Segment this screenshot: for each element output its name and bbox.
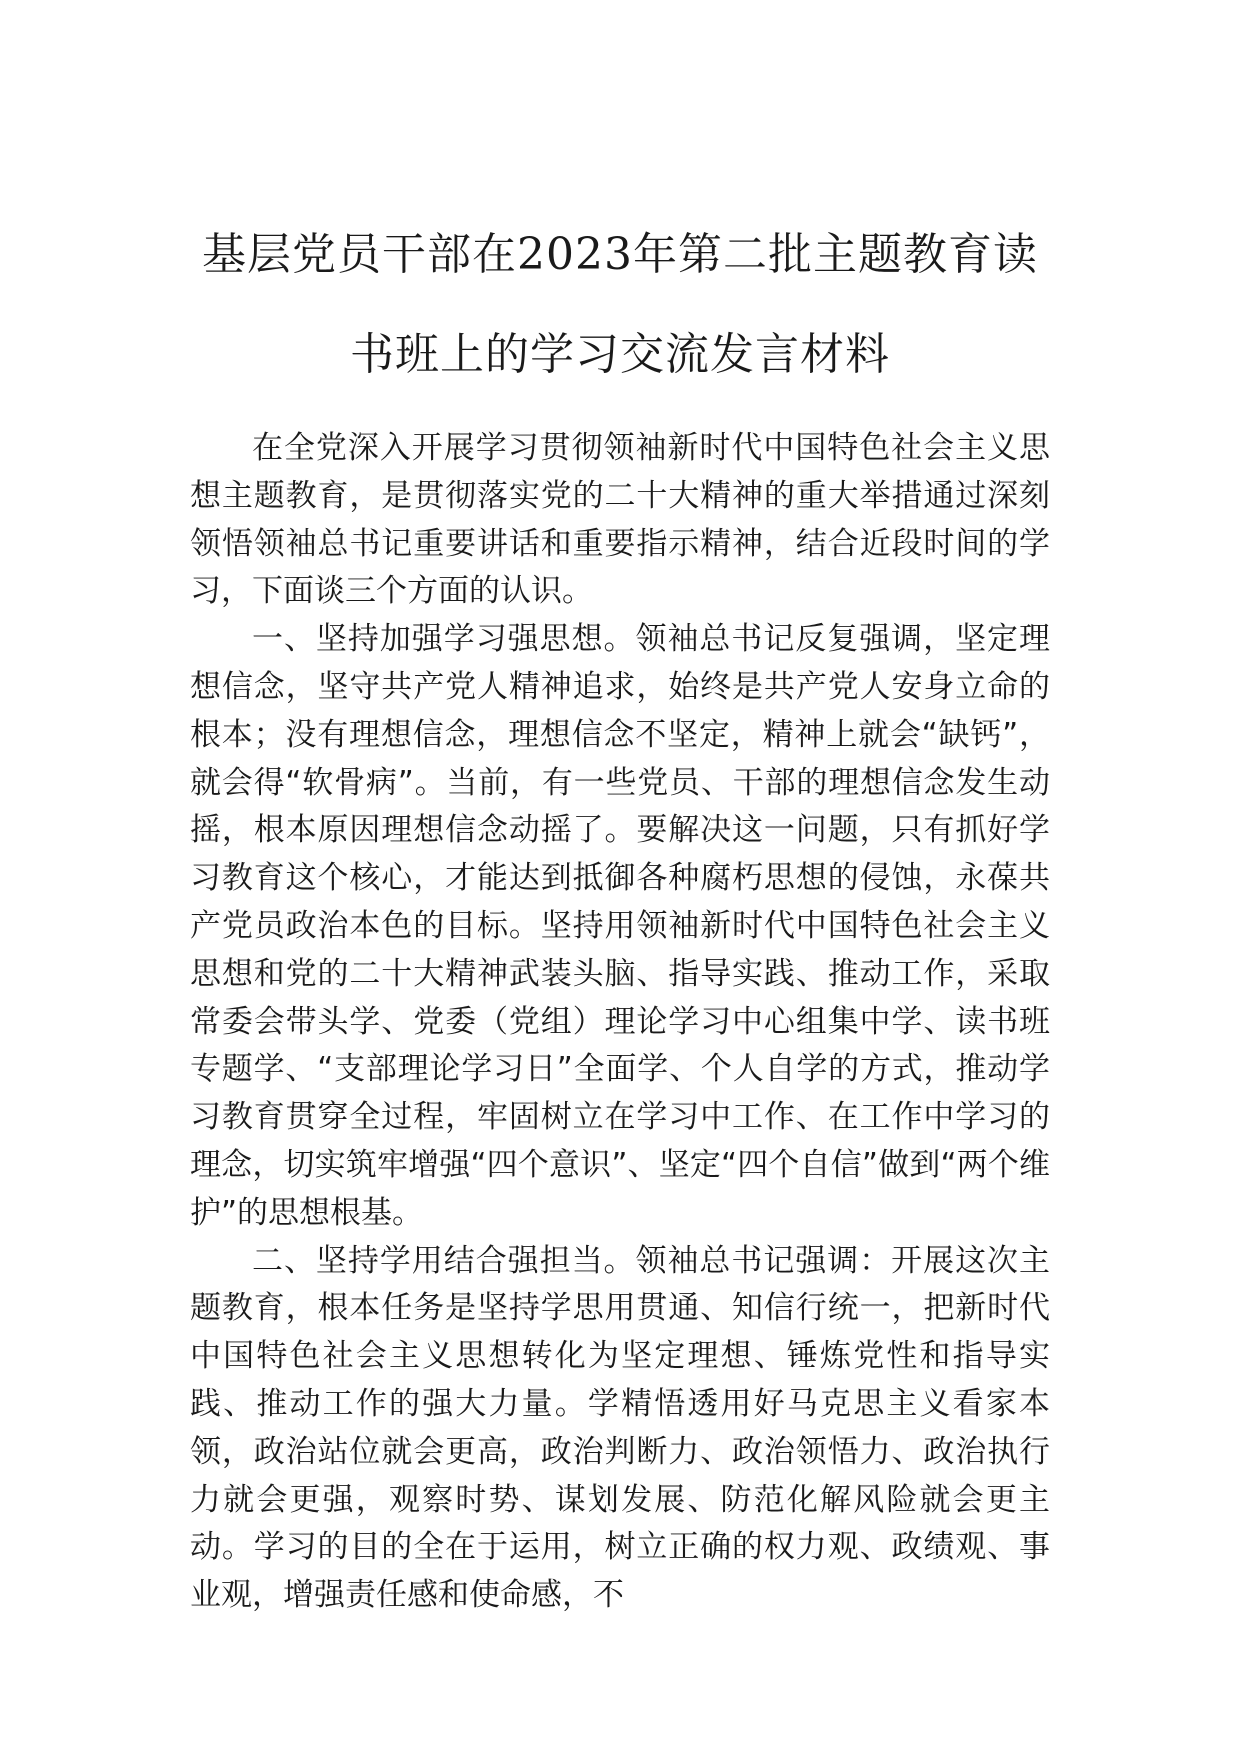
title-line-1: 基层党员干部在2023年第二批主题教育读 [202, 229, 1038, 280]
paragraph-intro: 在全党深入开展学习贯彻领袖新时代中国特色社会主义思想主题教育，是贯彻落实党的二十大精神的重大举措通过深刻领悟领袖总书记重要讲话和重要指示精神，结合近段时间的学习，下面谈三个方面的认识。 [190, 430, 1050, 610]
paragraph-section-2: 二、坚持学用结合强担当。领袖总书记强调：开展这次主题教育，根本任务是坚持学思用贯通、知信行统一，把新时代中国特色社会主义思想转化为坚定理想、锤炼党性和指导实践、推动工作的强大力量。学精悟透用好马克思主义看家本领，政治站位就会更高，政治判断力、政治领悟力、政治执行力就会更强，观察时势、谋划发展、防范化解风险就会更主动。学习的目的全在于运用，树立正确的权力观、政绩观、事业观，增强责任感和使命感，不 [190, 1242, 1050, 1614]
paragraph-section-1: 一、坚持加强学习强思想。领袖总书记反复强调，坚定理想信念，坚守共产党人精神追求，始终是共产党人安身立命的根本；没有理想信念，理想信念不坚定，精神上就会“缺钙”，就会得“软骨病”。当前，有一些党员、干部的理想信念发生动摇，根本原因理想信念动摇了。要解决这一问题，只有抓好学习教育这个核心，才能达到抵御各种腐朽思想的侵蚀，永葆共产党员政治本色的目标。坚持用领袖新时代中国特色社会主义思想和党的二十大精神武装头脑、指导实践、推动工作，采取常委会带头学、党委（党组）理论学习中心组集中学、读书班专题学、“支部理论学习日”全面学、个人自学的方式，推动学习教育贯穿全过程，牢固树立在学习中工作、在工作中学习的理念，切实筑牢增强“四个意识”、坚定“四个自信”做到“两个维护”的思想根基。 [190, 621, 1050, 1231]
document-title [150, 205, 1090, 405]
title-line-2: 书班上的学习交流发言材料 [350, 329, 890, 380]
document-body [190, 425, 1050, 1620]
